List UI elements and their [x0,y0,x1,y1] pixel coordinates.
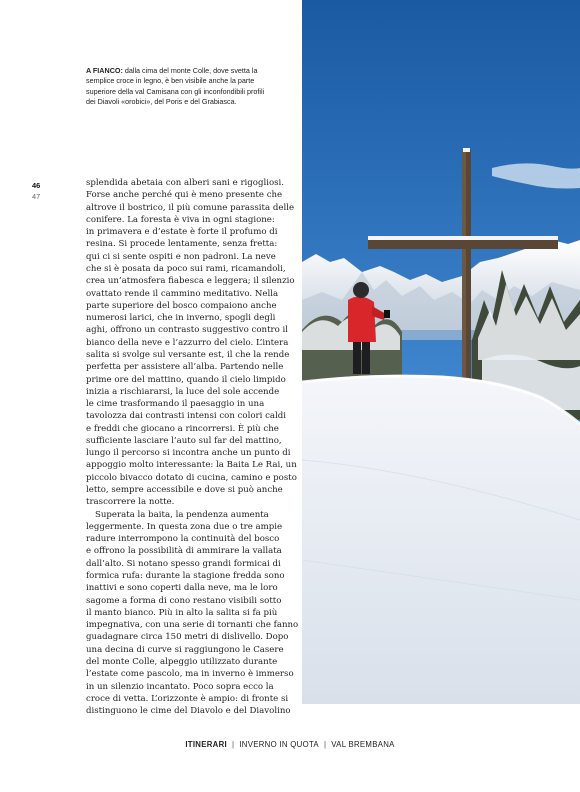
footer-separator-2: | [323,740,327,749]
body-line: piccolo bivacco dotato di cucina, camino e posto [86,472,297,483]
body-line: in primavera e d’estate è forte il profumo di [86,227,278,238]
body-line: in un silenzio incantato. Poco sopra ecco la [86,681,274,692]
page-numbers [32,181,54,202]
paragraph-2 [86,509,299,718]
body-line: ovattato rende il cammino meditativo. Nella [86,288,279,299]
body-line: radure interrompono la continuità del bosco [86,534,280,545]
body-line: parte superiore del bosco compaiono anche [86,300,277,311]
body-line: numerosi larici, che in inverno, spogli degli [86,313,276,324]
body-line: Superata la baita, la pendenza aumenta [95,509,269,520]
footer-item-1: INVERNO IN QUOTA [239,740,319,749]
body-line: lungo il percorso si incontra anche un punto di [86,448,291,459]
body-line: formica rufa: durante la stagione fredda sono [86,571,285,581]
body-line: inattivi e sono coperti dalla neve, ma le loro [86,583,278,594]
page-number-next: 47 [32,191,41,201]
body-line: aghi, offrono un contrasto suggestivo contro il [86,325,289,336]
body-line: altrove il bostrico, il più comune parassita delle [86,202,295,213]
body-line: una decina di curve si raggiungono le Casere [86,644,284,655]
body-line: sufficiente lasciare l’auto sul far del mattino, [86,435,282,446]
paragraph-1 [86,177,297,509]
body-line: appoggio molto interessante: la Baita Le Rai, un [86,460,297,471]
body-line: inizia a rischiararsi, la luce del sole accende [86,386,280,397]
body-line: il manto bianco. Più in alto la salita si fa più [86,607,278,618]
body-line: salita si svolge sul versante est, il che la rende [86,349,290,360]
article-body [86,177,299,717]
body-line: croce di vetta. L’orizzonte è ampio: di fronte si [86,693,289,704]
body-line: che si è posata da poco sui rami, ricamandoli, [86,263,286,274]
body-line: e offrono la possibilità di ammirare la vallata [86,546,282,557]
body-line: crea un’atmosfera fiabesca e leggera; il silenzio [86,276,295,287]
body-line: sagome a forma di cono restano visibili sotto [86,595,282,606]
caption-text: dalla cima del monte Colle, dove svetta la semplice croce in legno, è ben visibile anche la parte superiore della val Camisana con gli inconfondibili profili dei Diavoli «orobici», del Poris e del Grabiasca. [86,66,265,107]
footer-section: ITINERARI [185,740,227,749]
footer-separator-1: | [232,740,235,749]
body-line: del monte Colle, alpeggio utilizzato durante [86,656,278,667]
body-line: qui ci si sente ospiti e non padroni. La neve [86,251,276,262]
body-line: trascorrere la notte. [86,497,175,508]
body-line: letto, sempre accessibile e dove si può anche [86,485,283,496]
body-line: Forse anche perché qui è meno presente che [86,190,283,201]
footer-item-2: VAL BREMBANA [331,740,395,749]
body-line: leggermente. In questa zona due o tre ampie [86,521,283,532]
body-line: l’estate come pascolo, ma in inverno è immerso [86,669,294,680]
page-footer [0,740,580,749]
body-line: e freddi che giocano a rincorrersi. È più che [86,423,279,434]
body-line: impegnativa, con una serie di tornanti che fanno [86,620,299,631]
body-line: resina. Si procede lentamente, senza fretta: [86,239,278,250]
body-line: dall’alto. Si notano spesso grandi formicai di [86,558,281,569]
body-line: splendida abetaia con alberi sani e rigogliosi. [86,178,285,188]
body-line: guadagnare circa 150 metri di dislivello. Dopo [86,632,289,643]
caption-lead: A FIANCO: [86,66,123,75]
photo-caption [86,66,271,108]
body-line: prime ore del mattino, quando il cielo limpido [86,374,286,385]
body-line: bianco della neve e l’azzurro del cielo. L’intera [86,337,289,348]
body-line: le cime trasformando il paesaggio in una [86,399,265,410]
summit-cross-photo [302,0,580,704]
page-number-current: 46 [32,181,41,190]
body-line: perfetta per assistere all’alba. Partendo nelle [86,362,284,373]
body-line: distinguono le cime del Diavolo e del Diavolino [86,706,291,717]
body-line: tavolozza dai contrasti intensi con colori caldi [86,411,287,422]
body-line: conifere. La foresta è viva in ogni stagione: [86,214,275,225]
